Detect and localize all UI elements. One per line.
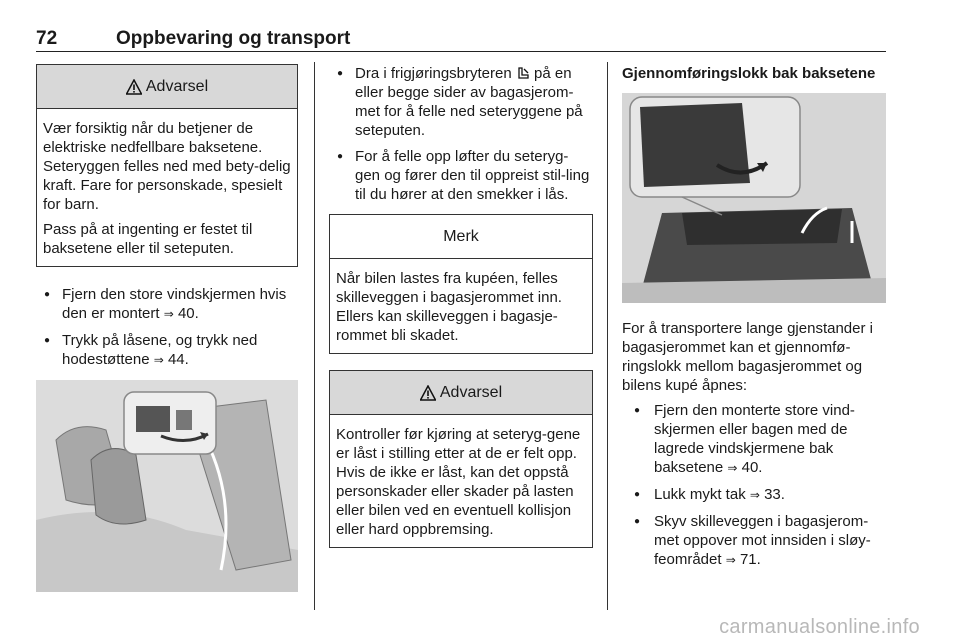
warning-box-heading [37, 65, 297, 109]
warning-paragraph: Pass på at ingenting er festet til baksetene eller til seteputen. [43, 221, 253, 257]
page-reference[interactable]: 44. [167, 351, 189, 368]
column-divider-right [607, 62, 608, 610]
page-reference-arrow-icon: ⇒ [725, 553, 736, 567]
page-reference[interactable]: 40. [741, 459, 763, 476]
note-box [329, 214, 593, 354]
warning-box [36, 64, 298, 267]
pass-through-hatch-illustration [622, 93, 886, 303]
instruction-list [329, 64, 593, 204]
page-reference-arrow-icon: ⇒ [727, 461, 738, 475]
page-reference-arrow-icon: ⇒ [153, 353, 164, 367]
rear-seat-illustration [36, 380, 298, 592]
note-box-body [330, 259, 592, 353]
column-divider-left [314, 62, 315, 610]
intro-paragraph: For å transportere lange gjenstander i bagasjerommet kan et gjennomfø-ringslokk mellom bagasjerommet og bilens kupé åpnes: [622, 320, 873, 394]
list-item-text: For å felle opp løfter du seteryg-gen og fører den til oppreist stil-ling til du hører at den smekker i lås. [355, 148, 590, 203]
instruction-list [622, 401, 886, 570]
list-item [36, 331, 298, 370]
warning-box-heading [330, 371, 592, 415]
page-number: 72 [36, 28, 58, 49]
warning-box-body [37, 109, 297, 266]
list-item [622, 401, 886, 478]
warning-heading-text: Advarsel [145, 78, 209, 95]
list-item [622, 512, 886, 570]
column-right [622, 64, 886, 577]
page-reference[interactable]: 40. [177, 305, 199, 322]
warning-triangle-icon [126, 79, 142, 95]
list-item-text: Lukk mykt tak [654, 486, 750, 503]
note-box-heading [330, 215, 592, 259]
section-heading: Gjennomføringslokk bak baksetene [622, 65, 876, 82]
instruction-list [36, 285, 298, 370]
warning-box [329, 370, 593, 548]
warning-triangle-icon [420, 385, 436, 401]
list-item [622, 485, 886, 505]
list-item-text: Skyv skilleveggen i bagasjerom-met oppover mot innsiden i sløy-feområdet [654, 513, 871, 568]
list-item-text: Fjern den store vindskjermen hvis den er montert [62, 286, 287, 322]
page-reference-arrow-icon: ⇒ [163, 307, 174, 321]
seat-release-icon [516, 66, 530, 80]
warning-paragraph: Vær forsiktig når du betjener de elektriske nedfellbare baksetene. Seteryggen felles ned med bety-delig kraft. Fare for personskade, spesielt for barn. [43, 120, 291, 213]
page-reference[interactable]: 71. [739, 551, 761, 568]
list-item [36, 285, 298, 324]
page-reference[interactable]: 33. [764, 486, 785, 503]
list-item [329, 64, 593, 140]
warning-heading-text: Advarsel [439, 384, 503, 401]
page-reference-arrow-icon: ⇒ [749, 488, 760, 502]
column-left [36, 64, 298, 592]
watermark: carmanualsonline.info [719, 616, 920, 638]
page-title: Oppbevaring og transport [116, 28, 351, 49]
warning-paragraph: Kontroller før kjøring at seteryg-gene er låst i stilling etter at de er felt opp. Hvis de ikke er låst, kan det oppstå personskader eller skader på lasten eller bilen ved en eventuell kollisjon eller hard oppbremsing. [336, 426, 581, 538]
column-middle [329, 64, 593, 562]
page-header [36, 28, 886, 52]
list-item-text: Dra i frigjøringsbryteren [355, 65, 516, 82]
list-item-text: på en eller begge sider av bagasjerom-met for å felle ned seteryggene på seteputen. [355, 65, 583, 139]
warning-box-body [330, 415, 592, 547]
list-item [329, 147, 593, 204]
list-item-text: Fjern den monterte store vind-skjermen eller bagen med de lagrede vindskjermene bak baksetene [654, 402, 855, 476]
list-item-text: Trykk på låsene, og trykk ned hodestøttene [62, 332, 258, 368]
note-heading-text: Merk [443, 228, 479, 245]
note-paragraph: Når bilen lastes fra kupéen, felles skilleveggen i bagasjerommet inn. Ellers kan skilleveggen i bagasje-rommet bli skadet. [336, 270, 562, 344]
